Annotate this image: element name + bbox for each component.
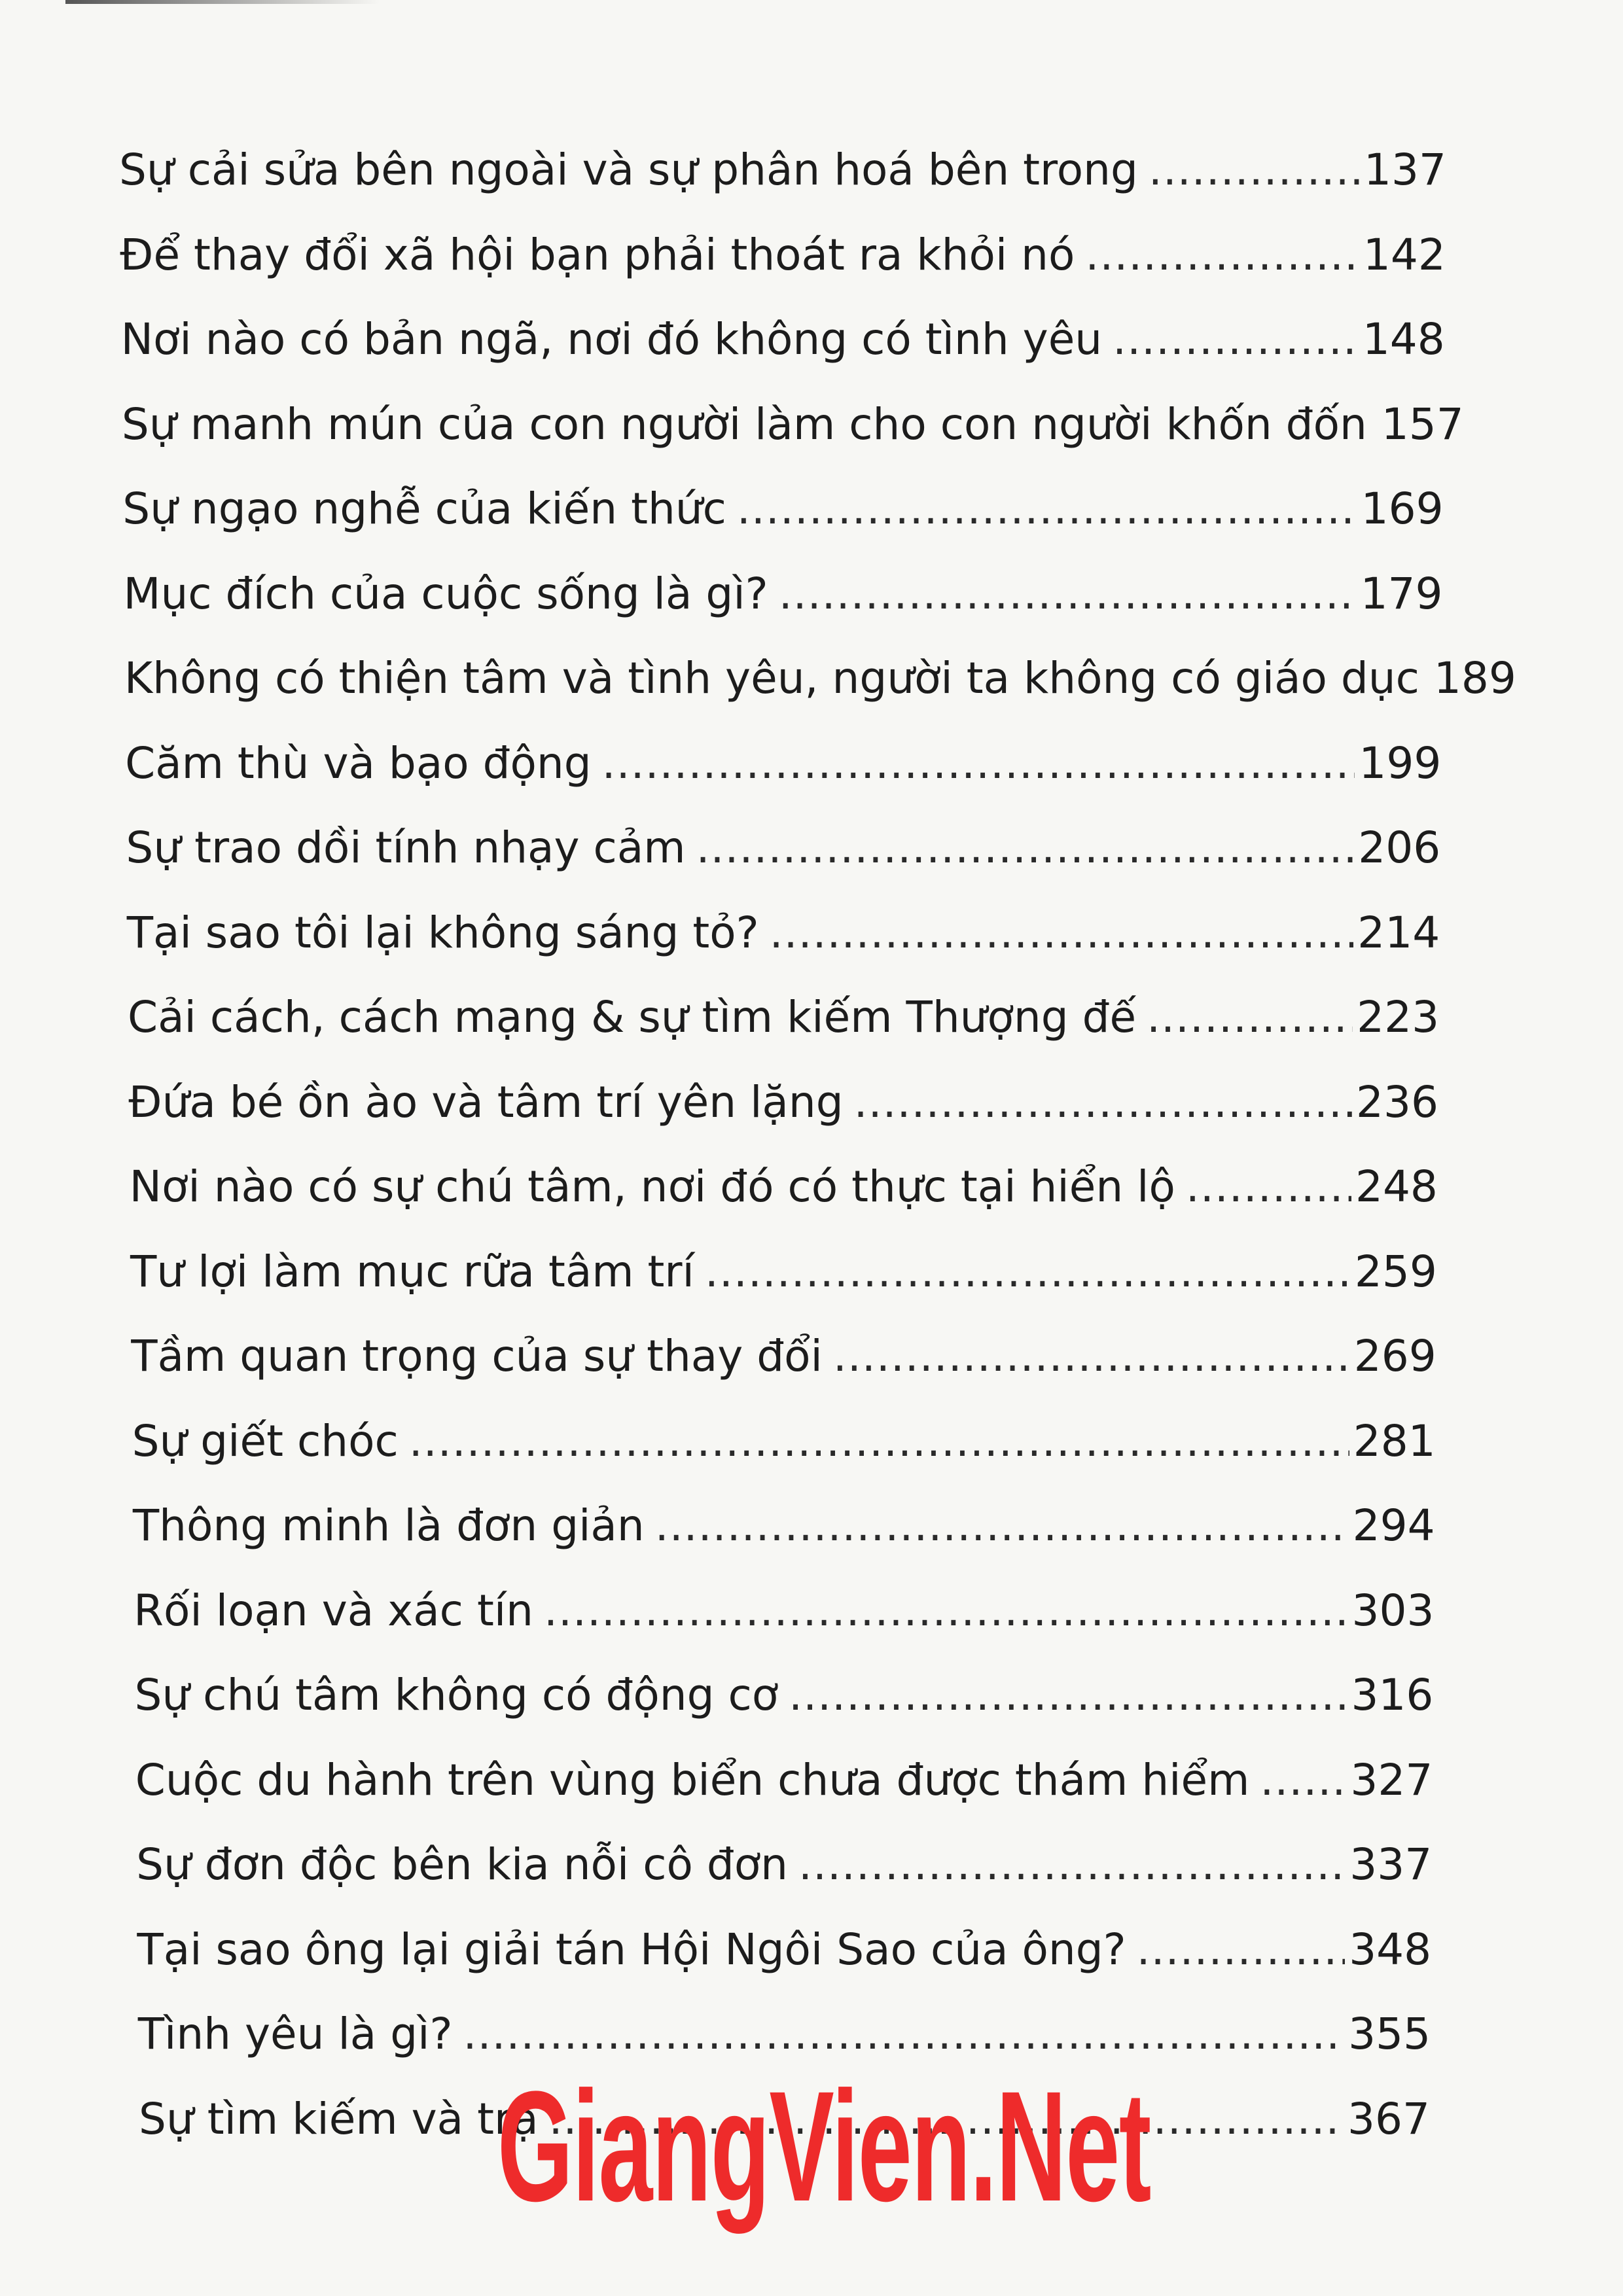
toc-dot-leader (779, 558, 1357, 630)
toc-entry-title: Căm thù và bạo động (125, 737, 592, 788)
toc-entry-title: Để thay đổi xã hội bạn phải thoát ra khỏi nó (120, 229, 1075, 280)
toc-entry-page-number: 269 (1353, 1331, 1436, 1381)
toc-entry (133, 1490, 1435, 1562)
toc-entry-title: Tại sao ông lại giải tán Hội Ngôi Sao của ông? (137, 1924, 1126, 1975)
toc-entry (134, 1575, 1434, 1647)
toc-entry-title: Tại sao tôi lại không sáng tỏ? (126, 907, 759, 958)
toc-entry-title: Thông minh là đơn giản (132, 1500, 645, 1551)
toc-dot-leader (798, 1829, 1346, 1901)
toc-entry (128, 1067, 1438, 1139)
toc-entry (119, 134, 1446, 206)
toc-entry (125, 728, 1441, 800)
toc-entry-page-number: 355 (1348, 2009, 1431, 2059)
toc-dot-leader (602, 728, 1355, 800)
toc-entry-page-number: 281 (1353, 1415, 1436, 1466)
toc-entry (137, 1914, 1431, 1986)
toc-entry-page-number: 348 (1349, 1924, 1432, 1975)
toc-entry (128, 981, 1439, 1053)
toc-dot-leader (705, 1236, 1351, 1308)
toc-entry-title: Sự trao dồi tính nhạy cảm (126, 822, 686, 873)
toc-entry-title: Tư lợi làm mục rữa tâm trí (130, 1246, 694, 1297)
toc-dot-leader (1260, 1744, 1346, 1816)
toc-dot-leader (1149, 134, 1360, 206)
toc-entry-page-number: 223 (1357, 992, 1440, 1042)
toc-entry (121, 389, 1464, 461)
toc-entry-page-number: 189 (1433, 653, 1516, 703)
toc-dot-leader (833, 1320, 1350, 1392)
toc-dot-leader (789, 1659, 1347, 1731)
toc-dot-leader (655, 1490, 1349, 1562)
toc-entry (130, 1151, 1438, 1223)
toc-entry-page-number: 214 (1357, 907, 1440, 958)
toc-entry-page-number: 303 (1351, 1585, 1435, 1636)
toc-entry-page-number: 157 (1381, 398, 1464, 450)
toc-entry-title: Rối loạn và xác tín (134, 1585, 533, 1636)
toc-entry-title: Sự đơn độc bên kia nỗi cô đơn (136, 1839, 788, 1890)
toc-entry-title: Cải cách, cách mạng & sự tìm kiếm Thượng đế (128, 992, 1137, 1042)
toc-entry (130, 1236, 1437, 1308)
toc-dot-leader (854, 1067, 1352, 1139)
toc-entry-page-number: 179 (1360, 568, 1443, 619)
toc-entry-page-number: 236 (1356, 1076, 1439, 1127)
toc-entry-title: Nơi nào có bản ngã, nơi đó không có tình yêu (120, 314, 1103, 364)
toc-entry (136, 1829, 1432, 1901)
toc-entry-page-number: 367 (1347, 2093, 1430, 2144)
toc-entry (131, 1320, 1436, 1392)
toc-entry-page-number: 316 (1351, 1670, 1434, 1720)
toc-entry-title: Sự giết chóc (132, 1415, 399, 1466)
toc-dot-leader (1085, 219, 1359, 291)
toc-entry (124, 643, 1516, 715)
toc-dot-leader (696, 812, 1355, 884)
toc-entry (120, 219, 1446, 291)
toc-entry-title: Đứa bé ồn ào và tâm trí yên lặng (128, 1076, 844, 1127)
toc-entry-title: Sự chú tâm không có động cơ (134, 1670, 779, 1720)
toc-entry-title: Mục đích của cuộc sống là gì? (123, 568, 768, 619)
toc-entry (135, 1744, 1433, 1816)
toc-entry-title: Tình yêu là gì? (137, 2009, 453, 2059)
toc-entry-title: Sự tìm kiếm và trạ (139, 2093, 539, 2144)
toc-entry-page-number: 169 (1361, 484, 1444, 534)
toc-entry-title: Sự manh mún của con người làm cho con người khốn đốn (121, 398, 1367, 450)
toc-entry (122, 473, 1443, 545)
toc-entry-title: Sự ngạo nghễ của kiến thức (122, 484, 726, 534)
toc-entry (124, 558, 1443, 630)
toc-entry-page-number: 337 (1349, 1839, 1433, 1890)
toc-entry-page-number: 142 (1363, 229, 1446, 280)
toc-dot-leader (770, 897, 1354, 969)
toc-entry-page-number: 206 (1358, 822, 1441, 873)
toc-entry-title: Cuộc du hành trên vùng biển chưa được thám hiểm (135, 1754, 1250, 1805)
toc-entry (134, 1659, 1433, 1731)
toc-dot-leader (1186, 1151, 1351, 1223)
toc-dot-leader (1137, 1914, 1346, 1986)
toc-entry-page-number: 148 (1362, 314, 1445, 364)
watermark-logo: GiangVien.Net (497, 2058, 1151, 2234)
toc-dot-leader (737, 473, 1357, 545)
toc-entry-page-number: 199 (1359, 737, 1442, 788)
toc-dot-leader (544, 1575, 1348, 1647)
toc-dot-leader (1113, 304, 1359, 376)
toc-entry (126, 812, 1440, 884)
toc-entry-title: Không có thiện tâm và tình yêu, người ta không có giáo dục (124, 653, 1419, 703)
toc-entry-title: Sự cải sửa bên ngoài và sự phân hoá bên trong (119, 145, 1138, 195)
toc-entry-title: Tầm quan trọng của sự thay đổi (131, 1331, 823, 1381)
toc-entry-page-number: 327 (1350, 1754, 1433, 1805)
toc-entry (132, 1405, 1436, 1477)
toc-entry-page-number: 259 (1354, 1246, 1437, 1297)
toc-entry (121, 304, 1445, 376)
toc-dot-leader (409, 1405, 1349, 1477)
toc-entry (127, 897, 1440, 969)
toc-entry-page-number: 248 (1355, 1161, 1438, 1212)
toc-dot-leader (1147, 981, 1353, 1053)
toc-entry-page-number: 137 (1364, 145, 1446, 195)
toc-entry-title: Nơi nào có sự chú tâm, nơi đó có thực tại hiển lộ (129, 1161, 1175, 1212)
toc-entry-page-number: 294 (1352, 1500, 1435, 1551)
